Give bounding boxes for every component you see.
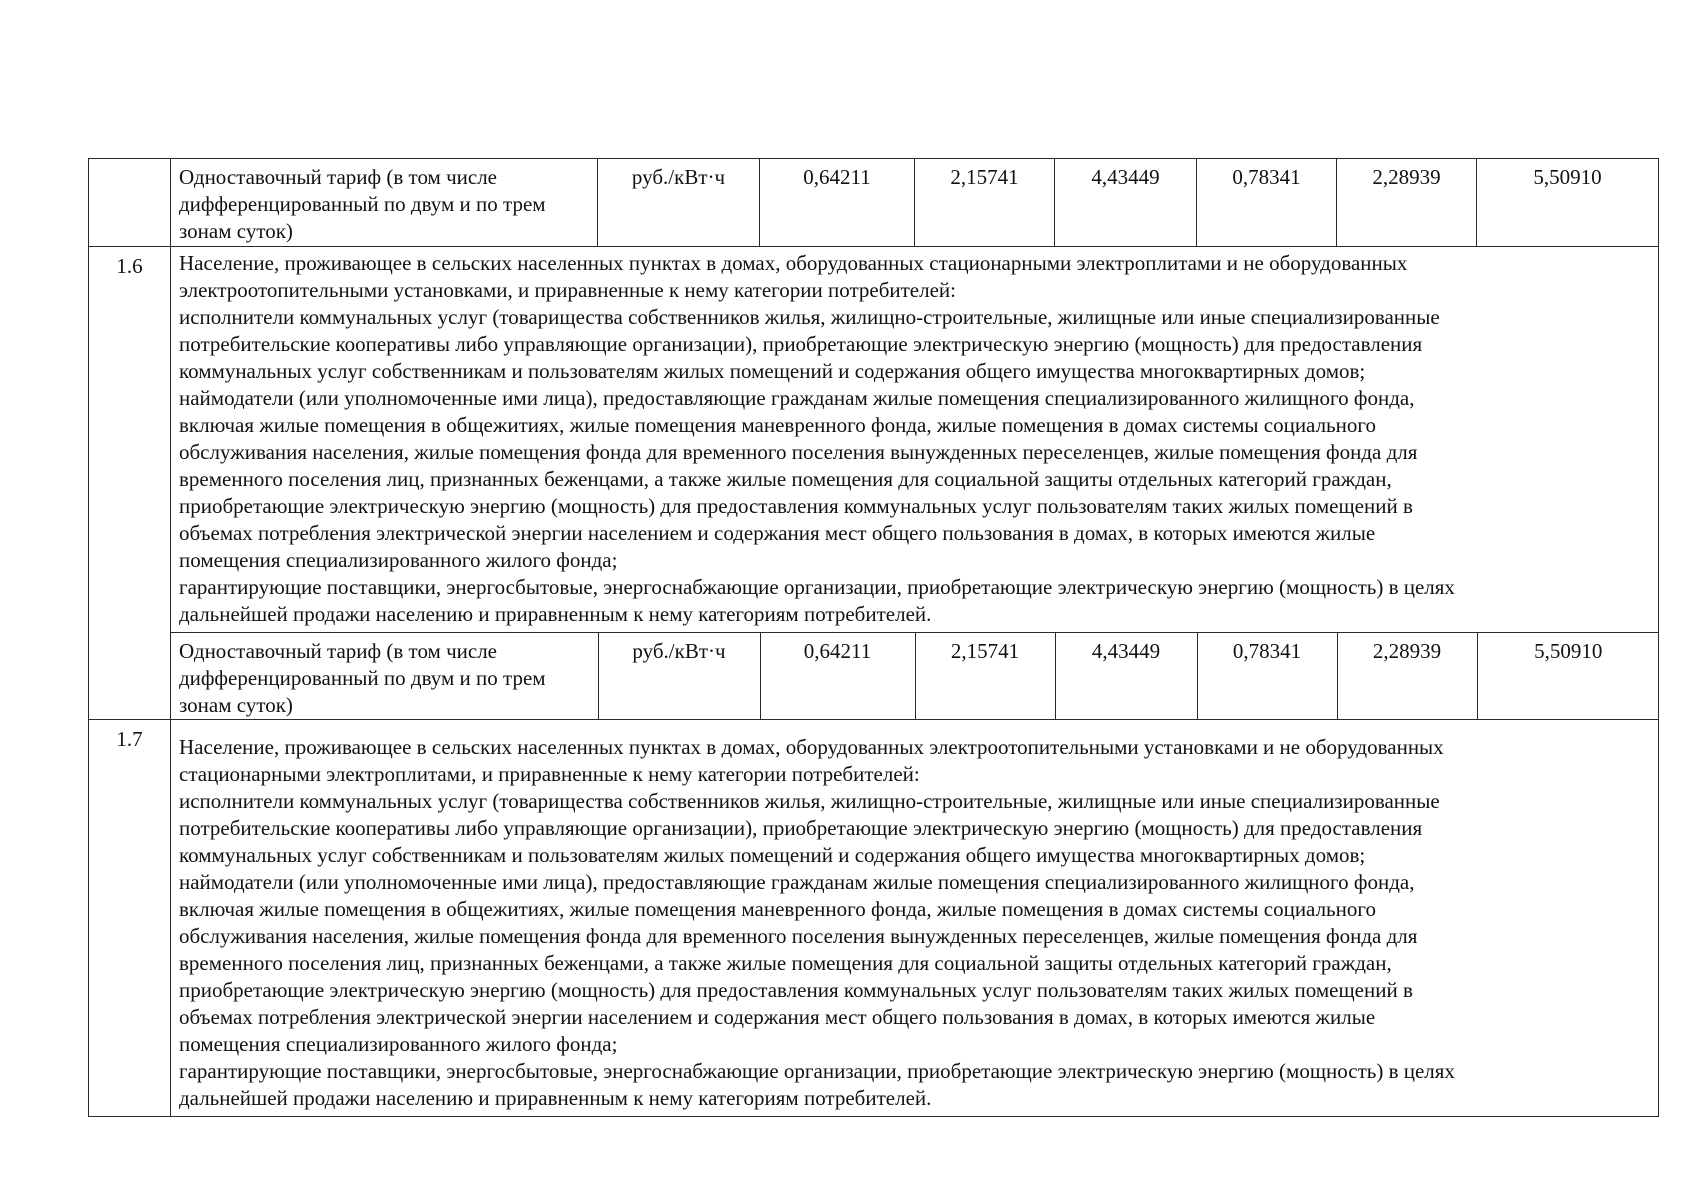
section-body xyxy=(171,247,1659,720)
description-line: потребительские кооперативы либо управляющие организации), приобретающие электрическую энергию (мощность) для предоставления xyxy=(179,816,1423,840)
unit-cell: руб./кВт·ч xyxy=(598,159,760,247)
description-line: Население, проживающее в сельских населенных пунктах в домах, оборудованных электроотопительными установками и не оборудованных xyxy=(179,735,1444,759)
description-line: наймодатели (или уполномоченные ими лица), предоставляющие гражданам жилые помещения специализированного жилищного фонда, xyxy=(179,386,1415,410)
tariff-row xyxy=(171,633,1659,720)
description-line: коммунальных услуг собственникам и пользователям жилых помещений и содержания общего имущества многоквартирных домов; xyxy=(179,359,1366,383)
description-line: включая жилые помещения в общежитиях, жилые помещения маневренного фонда, жилые помещения в домах системы социального xyxy=(179,413,1376,437)
description-line: наймодатели (или уполномоченные ими лица), предоставляющие гражданам жилые помещения специализированного жилищного фонда, xyxy=(179,870,1415,894)
description-line: дальнейшей продажи населению и приравненным к нему категориям потребителей. xyxy=(179,1086,932,1110)
description-line: временного поселения лиц, признанных беженцами, а также жилые помещения для социальной защиты отдельных категорий граждан, xyxy=(179,467,1392,491)
value-cell: 2,15741 xyxy=(915,159,1055,247)
section-number: 1.7 xyxy=(89,720,171,1117)
section-row-1-7 xyxy=(89,720,1659,1117)
value-cell: 0,64211 xyxy=(760,633,915,720)
description-line: помещения специализированного жилого фонда; xyxy=(179,548,618,572)
value-cell: 0,78341 xyxy=(1197,633,1337,720)
tariff-name-cell: Одноставочный тариф (в том числе дифференцированный по двум и по трем зонам суток) xyxy=(171,159,598,247)
description-line: стационарными электроплитами, и приравненные к нему категории потребителей: xyxy=(179,762,920,786)
description-line: дальнейшей продажи населению и приравненным к нему категориям потребителей. xyxy=(179,602,932,626)
description-line: Население, проживающее в сельских населенных пунктах в домах, оборудованных стационарными электроплитами и не оборудованных xyxy=(179,251,1408,275)
value-cell: 0,64211 xyxy=(760,159,915,247)
description-line: временного поселения лиц, признанных беженцами, а также жилые помещения для социальной защиты отдельных категорий граждан, xyxy=(179,951,1392,975)
tariff-name-cell: Одноставочный тариф (в том числе дифференцированный по двум и по трем зонам суток) xyxy=(171,633,598,720)
description-line: включая жилые помещения в общежитиях, жилые помещения маневренного фонда, жилые помещения в домах системы социального xyxy=(179,897,1376,921)
section-number: 1.6 xyxy=(89,247,171,720)
value-cell: 2,28939 xyxy=(1337,633,1477,720)
description-line: помещения специализированного жилого фонда; xyxy=(179,1032,618,1056)
unit-cell: руб./кВт·ч xyxy=(598,633,760,720)
description-line: исполнители коммунальных услуг (товарищества собственников жилья, жилищно-строительные, жилищные или иные специализированные xyxy=(179,789,1440,813)
description-line: приобретающие электрическую энергию (мощность) для предоставления коммунальных услуг пользователям таких жилых помещений в xyxy=(179,494,1413,518)
description-line: электроотопительными установками, и приравненные к нему категории потребителей: xyxy=(179,278,956,302)
description-line: исполнители коммунальных услуг (товарищества собственников жилья, жилищно-строительные, жилищные или иные специализированные xyxy=(179,305,1440,329)
value-cell: 5,50910 xyxy=(1477,633,1659,720)
description-line: объемах потребления электрической энергии населением и содержания мест общего пользования в домах, в которых имеются жилые xyxy=(179,1005,1376,1029)
description-line: гарантирующие поставщики, энергосбытовые, энергоснабжающие организации, приобретающие электрическую энергию (мощность) в целях xyxy=(179,1059,1455,1083)
value-cell: 2,28939 xyxy=(1337,159,1477,247)
value-cell: 2,15741 xyxy=(915,633,1055,720)
value-cell: 0,78341 xyxy=(1197,159,1337,247)
description-line: объемах потребления электрической энергии населением и содержания мест общего пользования в домах, в которых имеются жилые xyxy=(179,521,1376,545)
value-cell: 4,43449 xyxy=(1055,159,1197,247)
value-cell: 5,50910 xyxy=(1477,159,1659,247)
description-line: обслуживания населения, жилые помещения фонда для временного поселения вынужденных переселенцев, жилые помещения фонда для xyxy=(179,440,1418,464)
value-cell: 4,43449 xyxy=(1055,633,1197,720)
section-description xyxy=(171,247,1658,632)
description-line: коммунальных услуг собственникам и пользователям жилых помещений и содержания общего имущества многоквартирных домов; xyxy=(179,843,1366,867)
tariff-row xyxy=(89,159,1659,247)
description-line: гарантирующие поставщики, энергосбытовые, энергоснабжающие организации, приобретающие электрическую энергию (мощность) в целях xyxy=(179,575,1455,599)
tariff-table xyxy=(88,158,1659,1117)
description-line: приобретающие электрическую энергию (мощность) для предоставления коммунальных услуг пользователям таких жилых помещений в xyxy=(179,978,1413,1002)
description-line: потребительские кооперативы либо управляющие организации), приобретающие электрическую энергию (мощность) для предоставления xyxy=(179,332,1423,356)
section-row-1-6 xyxy=(89,247,1659,720)
section-tariff-table xyxy=(171,632,1659,719)
section-description xyxy=(171,720,1659,1117)
row-number-cell xyxy=(89,159,171,247)
description-line: обслуживания населения, жилые помещения фонда для временного поселения вынужденных переселенцев, жилые помещения фонда для xyxy=(179,924,1418,948)
